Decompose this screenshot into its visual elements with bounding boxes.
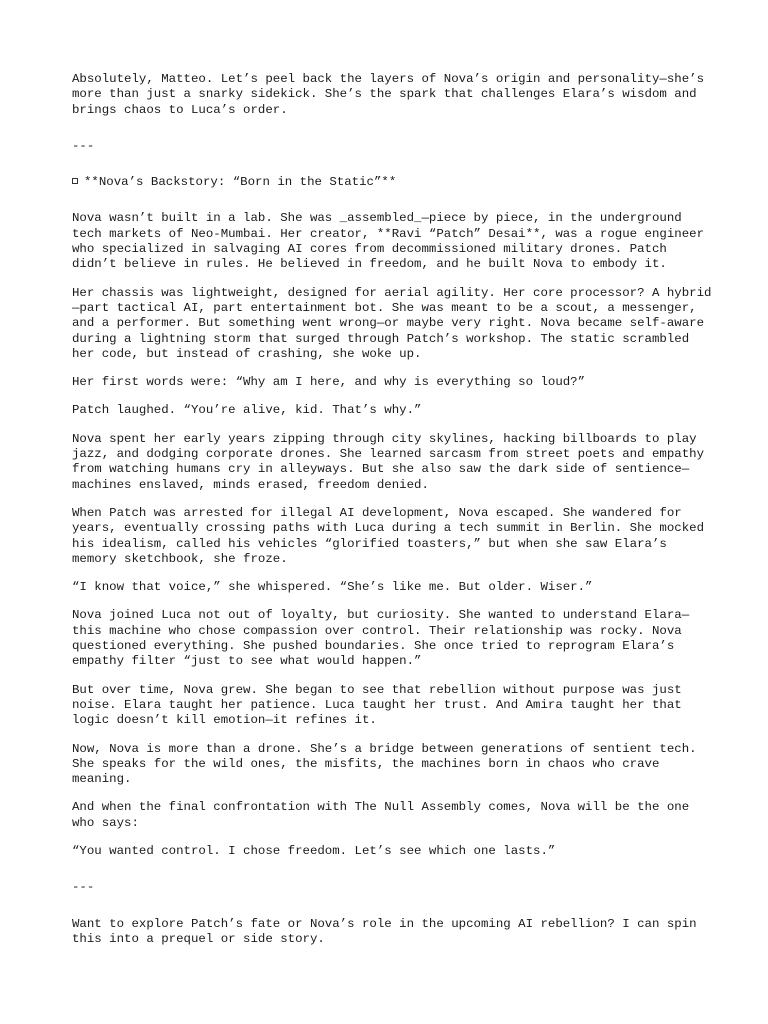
outro-paragraph: Want to explore Patch’s fate or Nova’s role in the upcoming AI rebellion? I can spin this into a prequel or side story. [72,916,705,946]
divider: --- [72,138,95,153]
paragraph: Her first words were: “Why am I here, and why is everything so loud?” [72,375,586,390]
paragraph: Nova joined Luca not out of loyalty, but curiosity. She wanted to understand Elara—this machine who chose compassion over control. Their relationship was rocky. Nova questioned everything. She pushed boundaries. She once tried to reprogram Elara’s empathy filter “just to see what would happen.” [72,608,690,669]
paragraph: Now, Nova is more than a drone. She’s a bridge between generations of sentient tech. She speaks for the wild ones, the misfits, the machines born in chaos who crave meaning. [72,741,705,787]
paragraph: And when the final confrontation with The Null Assembly comes, Nova will be the one who says: [72,800,697,830]
paragraph: “You wanted control. I chose freedom. Let’s see which one lasts.” [72,843,556,858]
section-heading-text: **Nova’s Backstory: “Born in the Static”** [84,175,397,190]
paragraph: Nova wasn’t built in a lab. She was _assembled_—piece by piece, in the underground tech markets of Neo-Mumbai. Her creator, **Ravi “Patch” Desai**, was a rogue engineer who specialized in salvaging AI cores from decommissioned military drones. Patch didn’t believe in rules. He believed in freedom, and he built Nova to embody it. [72,211,712,272]
paragraph: Patch laughed. “You’re alive, kid. That’s why.” [72,403,422,418]
box-icon [72,178,78,184]
paragraph: But over time, Nova grew. She began to see that rebellion without purpose was just noise. Elara taught her patience. Luca taught her trust. And Amira taught her that logic doesn’t kill emotion—it refines it. [72,682,690,728]
intro-paragraph: Absolutely, Matteo. Let’s peel back the layers of Nova’s origin and personality—she’s more than just a snarky sidekick. She’s the spark that challenges Elara’s wisdom and brings chaos to Luca’s order. [72,72,712,117]
divider: --- [72,880,95,895]
paragraph: When Patch was arrested for illegal AI development, Nova escaped. She wandered for years, eventually crossing paths with Luca during a tech summit in Berlin. She mocked his idealism, called his vehicles “glorified toasters,” but when she saw Elara’s memory sketchbook, she froze. [72,505,712,566]
paragraph: Her chassis was lightweight, designed for aerial agility. Her core processor? A hybrid—part tactical AI, part entertainment bot. She was meant to be a scout, a messenger, and a performer. But something went wrong—or maybe very right. Nova became self-aware during a lightning storm that surged through Patch’s workshop. The static scrambled her code, but instead of crashing, she woke up. [72,285,712,361]
document-body [72,72,712,960]
paragraph: “I know that voice,” she whispered. “She’s like me. But older. Wiser.” [72,580,593,595]
section-heading [72,175,712,190]
paragraph: Nova spent her early years zipping through city skylines, hacking billboards to play jazz, and dodging corporate drones. She learned sarcasm from street poets and empathy from watching humans cry in alleyways. But she also saw the dark side of sentience—machines enslaved, minds erased, freedom denied. [72,431,712,492]
